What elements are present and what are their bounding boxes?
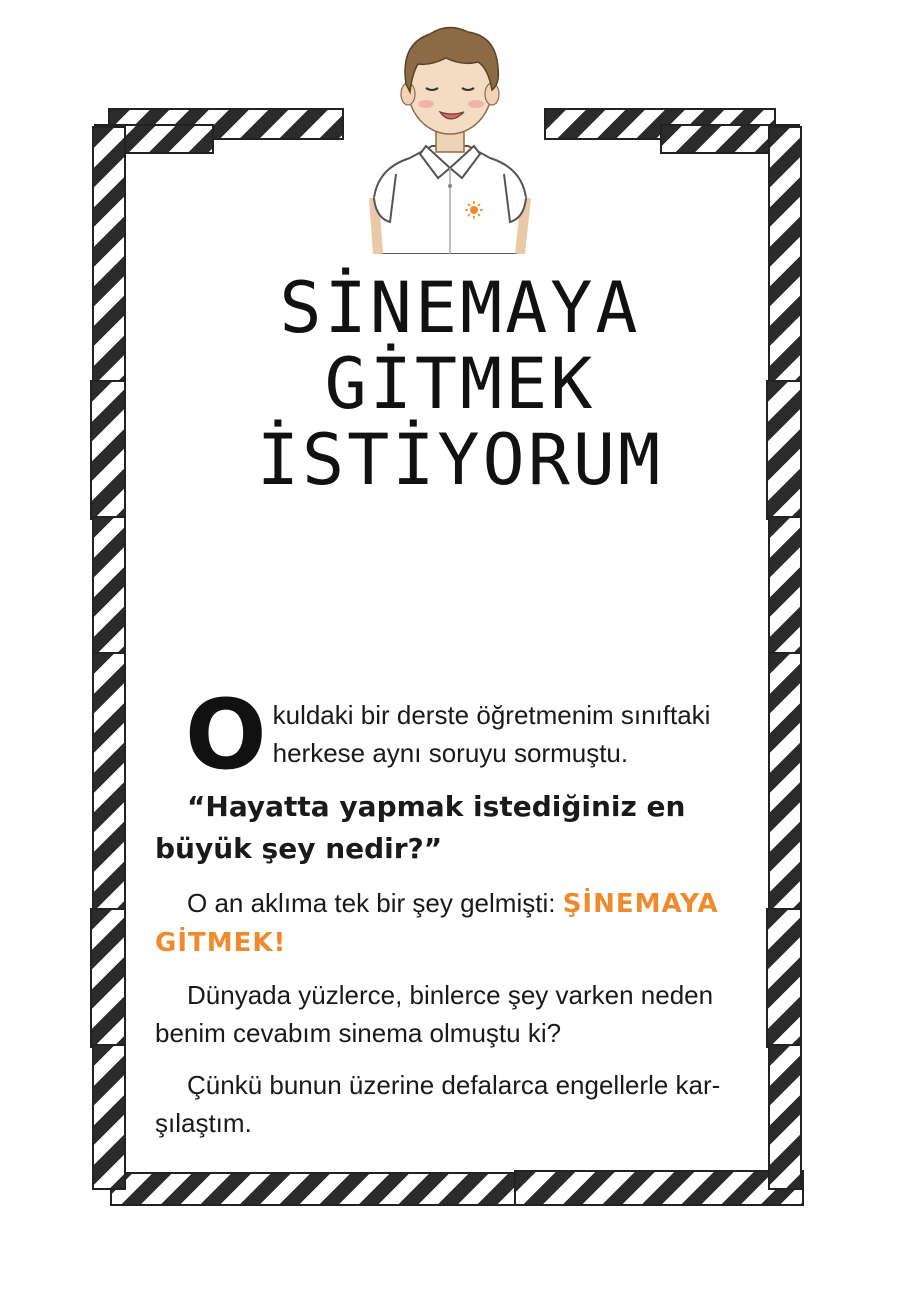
frame-bottom-left [110,1172,520,1206]
frame-left-1 [92,126,126,386]
frame-left-5 [90,908,126,1048]
frame-right-5 [766,908,802,1048]
chapter-title-line-1: SİNEMAYA [279,267,641,349]
chapter-title-line-2: GİTMEK [324,343,596,425]
frame-right-3 [768,516,802,656]
drop-cap: O [185,679,267,791]
paragraph-1 [155,679,745,791]
boy-character-illustration [360,18,540,254]
paragraph-3 [155,884,745,962]
frame-left-3 [92,516,126,656]
chapter-body [155,679,745,1156]
frame-left-4 [92,652,126,914]
paragraph-3-accent: ŞİNEMAYA GİTMEK! [155,889,719,958]
paragraph-3-text: O an aklıma tek bir şey gelmişti: [187,888,563,918]
frame-left-2 [90,380,126,520]
frame-right-4 [768,652,802,914]
chapter-title-line-3: İSTİYORUM [256,419,664,501]
chapter-title [200,267,720,501]
frame-left-6 [92,1044,126,1190]
frame-bottom-right [514,1170,804,1206]
paragraph-1-text: kuldaki bir derste öğretmenim sınıftaki herkese aynı soruyu sormuştu. [272,700,711,768]
frame-right-2 [766,380,802,520]
frame-right-6 [768,1044,802,1190]
paragraph-5: Çünkü bunun üzerine defalarca engellerle kar-şılaştım. [155,1070,721,1138]
paragraph-quote: “Hayatta yapmak istediğiniz en büyük şey nedir?” [155,790,686,865]
paragraph-4: Dünyada yüzlerce, binlerce şey varken neden benim cevabım sinema olmuştu ki? [155,980,714,1048]
frame-right-1 [768,126,802,386]
